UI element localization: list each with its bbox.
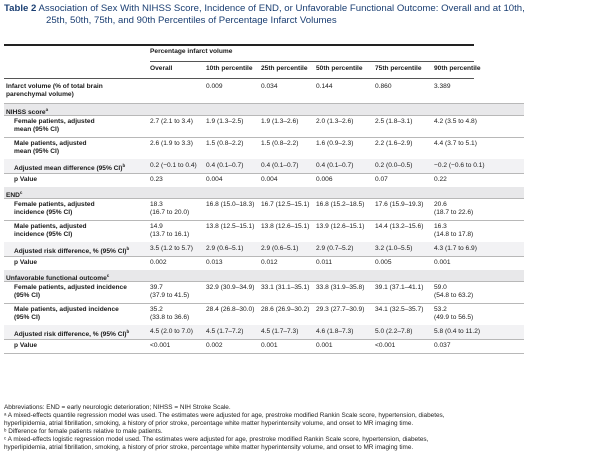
- table-cell: 59.0: [434, 284, 447, 291]
- table-cell: (14.8 to 17.8): [434, 231, 474, 238]
- table-cell: 0.4 (0.1–0.7): [261, 162, 299, 169]
- group-header: Percentage infarct volume: [150, 48, 233, 55]
- table-cell: 0.004: [261, 176, 278, 183]
- table-cell: 0.004: [206, 176, 223, 183]
- table-cell: 16.3: [434, 223, 447, 230]
- row-label: (95% CI): [14, 292, 41, 299]
- table-cell: 2.9 (0.7–5.2): [316, 245, 354, 252]
- table-cell: <0.001: [150, 342, 171, 349]
- table-cell: (54.8 to 63.2): [434, 292, 474, 299]
- column-header: 10th percentile: [206, 65, 253, 72]
- row-divider: [4, 281, 524, 282]
- table-cell: 3.5 (1.2 to 5.7): [150, 245, 193, 252]
- table-cell: 53.2: [434, 306, 447, 313]
- table-cell: 18.3: [150, 201, 163, 208]
- footnote-line: ᵇ Difference for female patients relative to male patients.: [4, 428, 163, 435]
- row-label: Female patients, adjusted incidence: [14, 284, 127, 291]
- table-cell: 0.22: [434, 176, 447, 183]
- table-cell: 2.2 (1.6–2.9): [375, 140, 413, 147]
- row-label: mean (95% CI): [14, 126, 60, 133]
- table-cell: 34.1 (32.5–35.7): [375, 306, 424, 313]
- top-rule: [4, 44, 474, 46]
- table-cell: 5.0 (2.2–7.8): [375, 328, 413, 335]
- row-label: Adjusted mean difference (95% CI)$^b$: [14, 163, 126, 173]
- row-label: parenchymal volume): [6, 91, 74, 98]
- section-header-band: [4, 104, 524, 115]
- column-header: 25th percentile: [261, 65, 308, 72]
- footnote-marker: b: [126, 246, 130, 251]
- footnote-line: Abbreviations: END = early neurologic deterioration; NIHSS = NIH Stroke Scale.: [4, 404, 231, 411]
- table-cell: 2.6 (1.9 to 3.3): [150, 140, 193, 147]
- table-cell: 0.4 (0.1–0.7): [316, 162, 354, 169]
- table-cell: 0.2 (0.0–0.5): [375, 162, 413, 169]
- footnote-marker: c: [19, 189, 23, 195]
- table-cell: 4.5 (1.7–7.2): [206, 328, 244, 335]
- table-cell: 20.6: [434, 201, 447, 208]
- table-cell: 0.4 (0.1–0.7): [206, 162, 244, 169]
- footnote-marker: b: [126, 329, 130, 334]
- table-cell: 29.3 (27.7–30.9): [316, 306, 365, 313]
- row-label: p Value: [14, 342, 38, 349]
- table-cell: <0.001: [375, 342, 396, 349]
- row-divider: [4, 339, 524, 340]
- column-header: 50th percentile: [316, 65, 363, 72]
- table-cell: 28.6 (26.9–30.2): [261, 306, 310, 313]
- table-cell: 39.1 (37.1–41.1): [375, 284, 424, 291]
- footnote-line: ᵃ A mixed-effects quantile regression model was used. The estimates were adjusted for age, prestroke modified Rankin Scale score, hypertension, diabetes,: [4, 412, 445, 419]
- table-cell: 3.2 (1.0–5.5): [375, 245, 413, 252]
- section-heading: END$^c$: [6, 189, 23, 199]
- table-cell: 3.389: [434, 83, 451, 90]
- table-title: [4, 3, 525, 27]
- table-cell: 0.037: [434, 342, 451, 349]
- table-cell: (18.7 to 22.6): [434, 209, 474, 216]
- section-heading: NIHSS score$^a$: [6, 106, 49, 116]
- table-cell: 0.011: [316, 259, 333, 266]
- table-cell: 1.6 (0.9–2.3): [316, 140, 354, 147]
- table-cell: 32.9 (30.9–34.9): [206, 284, 255, 291]
- row-divider: [4, 173, 524, 174]
- table-cell: 1.5 (0.8–2.2): [206, 140, 244, 147]
- row-label: incidence (95% CI): [14, 231, 73, 238]
- row-label: Female patients, adjusted: [14, 201, 95, 208]
- table-cell: 0.001: [261, 342, 278, 349]
- table-cell: 39.7: [150, 284, 163, 291]
- title-line-2: 25th, 50th, 75th, and 90th Percentiles of Percentage Infarct Volumes: [46, 15, 337, 26]
- footnote-marker: a: [45, 106, 49, 112]
- row-label: Male patients, adjusted incidence: [14, 306, 119, 313]
- table-cell: 0.009: [206, 83, 223, 90]
- footnote-marker: c: [106, 272, 110, 278]
- footnote-line: hyperlipidemia, atrial fibrillation, smoking, a history of prior stroke, percentage white matter hyperintensity volume, and onset to MR imaging time.: [4, 444, 414, 451]
- table-cell: 2.5 (1.8–3.1): [375, 118, 413, 125]
- footnote-marker: b: [122, 163, 126, 168]
- footnote-line: hyperlipidemia, atrial fibrillation, smoking, a history of prior stroke, percentage white matter hyperintensity volume, and onset to MR imaging time.: [4, 420, 414, 427]
- table-cell: 16.8 (15.2–18.5): [316, 201, 365, 208]
- table-cell: 0.002: [150, 259, 167, 266]
- table-number: Table 2: [4, 3, 37, 14]
- column-header: Overall: [150, 65, 173, 72]
- table-cell: 4.3 (1.7 to 6.9): [434, 245, 477, 252]
- row-divider: [4, 115, 524, 116]
- table-cell: 13.8 (12.6–15.1): [261, 223, 310, 230]
- table-cell: 16.7 (12.5–15.1): [261, 201, 310, 208]
- table-cell: 0.005: [375, 259, 392, 266]
- table-cell: 13.8 (12.5–15.1): [206, 223, 255, 230]
- table-cell: 13.9 (12.6–15.1): [316, 223, 365, 230]
- table-cell: 33.1 (31.1–35.1): [261, 284, 310, 291]
- row-label: Female patients, adjusted: [14, 118, 95, 125]
- table-cell: 0.034: [261, 83, 278, 90]
- row-label: incidence (95% CI): [14, 209, 73, 216]
- table-cell: 35.2: [150, 306, 163, 313]
- title-line-1: [4, 3, 525, 15]
- table-cell: 1.5 (0.8–2.2): [261, 140, 299, 147]
- row-label: p Value: [14, 259, 38, 266]
- table-cell: 0.012: [261, 259, 278, 266]
- table-cell: (16.7 to 20.0): [150, 209, 190, 216]
- table-cell: 0.001: [434, 259, 451, 266]
- table-cell: 2.7 (2.1 to 3.4): [150, 118, 193, 125]
- table-cell: (37.9 to 41.5): [150, 292, 190, 299]
- table-cell: 17.6 (15.9–19.3): [375, 201, 424, 208]
- row-label: Adjusted risk difference, % (95% CI)$^b$: [14, 246, 130, 256]
- table-cell: 4.4 (3.7 to 5.1): [434, 140, 477, 147]
- table-cell: 4.5 (1.7–7.3): [261, 328, 299, 335]
- row-divider: [4, 256, 524, 257]
- row-label: Adjusted risk difference, % (95% CI)$^b$: [14, 329, 130, 339]
- title-text-1: Association of Sex With NIHSS Score, Incidence of END, or Unfavorable Functional Outcome: Overall and at 10th,: [38, 3, 525, 14]
- table-cell: 0.2 (−0.1 to 0.4): [150, 162, 197, 169]
- column-header-rule: [4, 78, 474, 79]
- table-cell: 0.013: [206, 259, 223, 266]
- column-header: 75th percentile: [375, 65, 422, 72]
- row-label: Male patients, adjusted: [14, 140, 87, 147]
- column-header: 90th percentile: [434, 65, 481, 72]
- table-cell: (49.9 to 56.5): [434, 314, 474, 321]
- table-cell: 4.5 (2.0 to 7.0): [150, 328, 193, 335]
- table-cell: 14.9: [150, 223, 163, 230]
- table-cell: 2.0 (1.3–2.6): [316, 118, 354, 125]
- table-cell: 0.23: [150, 176, 163, 183]
- table-cell: (13.7 to 16.1): [150, 231, 190, 238]
- table-cell: 2.9 (0.6–5.1): [206, 245, 244, 252]
- table-cell: 16.8 (15.0–18.3): [206, 201, 255, 208]
- table-cell: 4.6 (1.8–7.3): [316, 328, 354, 335]
- section-header-band: [4, 187, 524, 198]
- row-divider: [4, 220, 524, 221]
- row-label: Infarct volume (% of total brain: [6, 83, 103, 90]
- table-cell: −0.2 (−0.6 to 0.1): [434, 162, 485, 169]
- table-cell: 0.144: [316, 83, 333, 90]
- group-header-rule: [150, 61, 474, 62]
- section-heading: Unfavorable functional outcome$^c$: [6, 272, 110, 282]
- row-divider: [4, 353, 524, 354]
- table-cell: 0.001: [316, 342, 333, 349]
- table-cell: 14.4 (13.2–15.6): [375, 223, 424, 230]
- table-cell: 2.9 (0.6–5.1): [261, 245, 299, 252]
- table-cell: 0.002: [206, 342, 223, 349]
- table-cell: 4.2 (3.5 to 4.8): [434, 118, 477, 125]
- table-cell: 28.4 (26.8–30.0): [206, 306, 255, 313]
- row-label: (95% CI): [14, 314, 41, 321]
- table-cell: 1.9 (1.3–2.6): [261, 118, 299, 125]
- row-divider: [4, 137, 524, 138]
- footnote-line: ᶜ A mixed-effects logistic regression model used. The estimates were adjusted for age, prestroke modified Rankin Scale score, hypertension, diabetes,: [4, 436, 429, 443]
- row-divider: [4, 303, 524, 304]
- row-label: mean (95% CI): [14, 148, 60, 155]
- row-divider: [4, 198, 524, 199]
- footnotes: [4, 404, 604, 452]
- row-label: Male patients, adjusted: [14, 223, 87, 230]
- table-cell: 0.07: [375, 176, 388, 183]
- table-cell: 33.8 (31.9–35.8): [316, 284, 365, 291]
- row-label: p Value: [14, 176, 38, 183]
- table-cell: 0.006: [316, 176, 333, 183]
- table-cell: 5.8 (0.4 to 11.2): [434, 328, 481, 335]
- table-cell: 0.860: [375, 83, 392, 90]
- table-cell: 1.9 (1.3–2.5): [206, 118, 244, 125]
- table-cell: (33.8 to 36.6): [150, 314, 190, 321]
